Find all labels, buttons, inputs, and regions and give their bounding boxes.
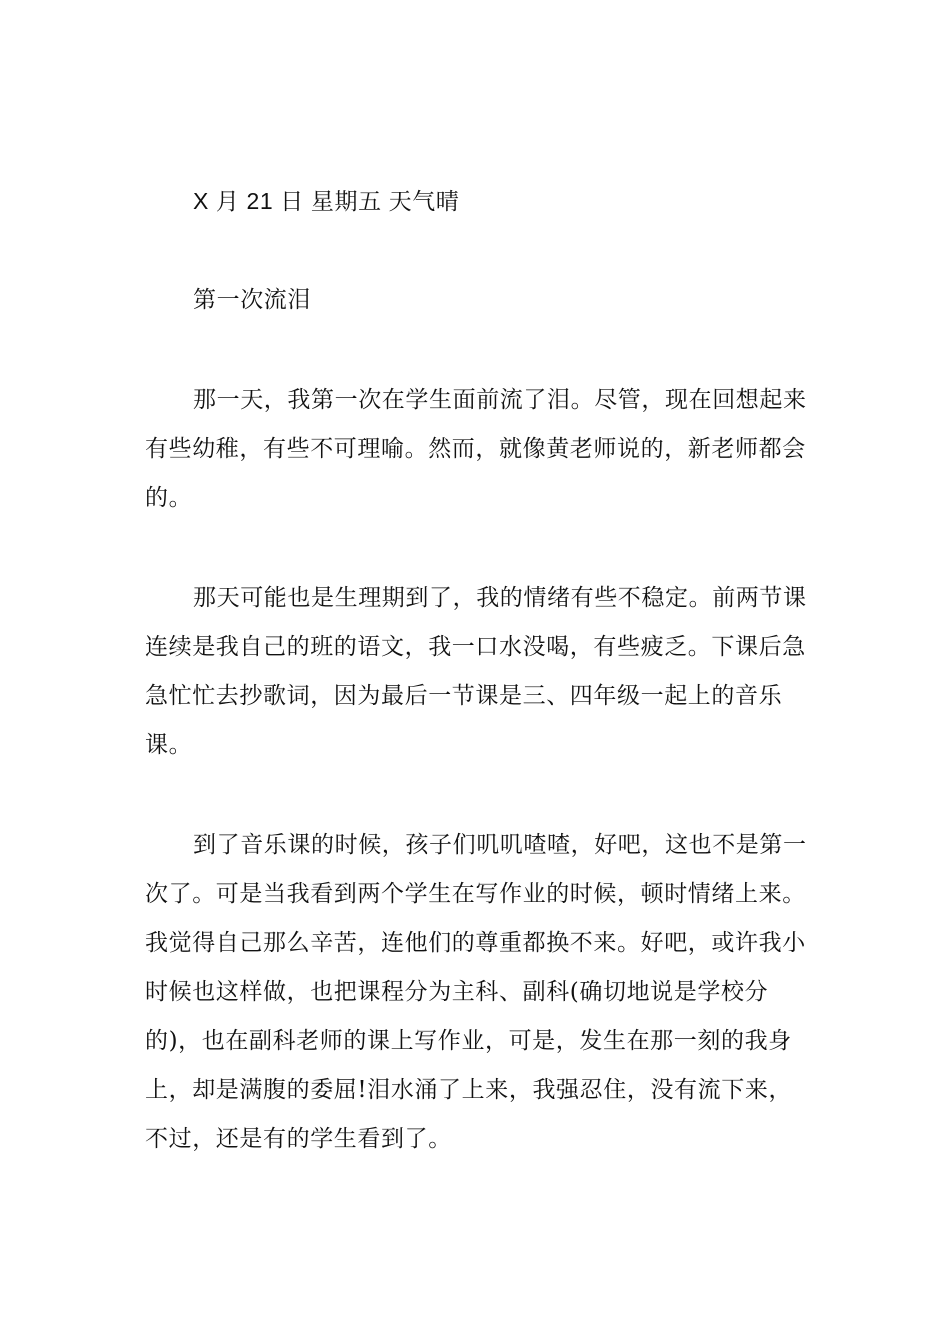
date-weather-line: X 月 21 日 星期五 天气晴 xyxy=(193,188,460,214)
paragraph-3: 到了音乐课的时候，孩子们叽叽喳喳，好吧，这也不是第一次了。可是当我看到两个学生在写作业的时候，顿时情绪上来。我觉得自己那么辛苦，连他们的尊重都换不来。好吧，或许我小时候也这样做，也把课程分为主科、副科(确切地说是学校分的)，也在副科老师的课上写作业，可是，发生在那一刻的我身上，却是满腹的委屈!泪水涌了上来，我强忍住，没有流下来，不过，还是有的学生看到了。 xyxy=(145,832,807,1152)
diary-title: 第一次流泪 xyxy=(193,287,311,313)
paragraph-2: 那天可能也是生理期到了，我的情绪有些不稳定。前两节课连续是我自己的班的语文，我一口水没喝，有些疲乏。下课后急急忙忙去抄歌词，因为最后一节课是三、四年级一起上的音乐课。 xyxy=(145,585,807,758)
paragraph-1: 那一天，我第一次在学生面前流了泪。尽管，现在回想起来有些幼稚，有些不可理喻。然而，就像黄老师说的，新老师都会的。 xyxy=(145,387,807,511)
